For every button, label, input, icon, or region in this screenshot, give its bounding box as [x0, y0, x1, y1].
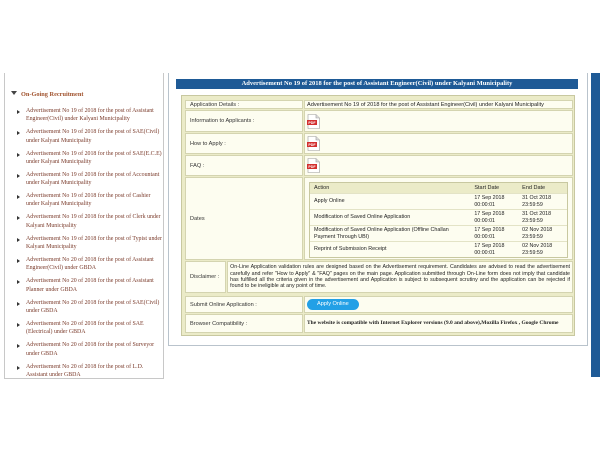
dates-table	[309, 182, 568, 258]
start-date-cell	[471, 210, 519, 225]
sidebar-link[interactable]	[17, 171, 163, 192]
submit-value	[304, 296, 573, 313]
sidebar-link-label[interactable]: Advertisement No 19 of 2018 for the post of SAE(Civil) under Kalyani Municipality	[26, 129, 160, 144]
how-to-apply-value	[304, 133, 573, 154]
sidebar-link-label[interactable]: Advertisement No 19 of 2018 for the post of Assistant Engineer(Civil) under Kalyani Municipality	[26, 108, 154, 123]
sidebar-link-label[interactable]: Advertisement No 20 of 2018 for the post of SAE(Civil) under GBDA	[26, 299, 160, 314]
start-time: 00:00:01	[474, 201, 495, 208]
right-edge-bar	[591, 73, 600, 377]
triangle-right-icon	[17, 366, 20, 370]
sidebar-link[interactable]	[17, 150, 163, 171]
end-date-text	[522, 195, 551, 207]
information-label: Information to Applicants :	[185, 110, 303, 132]
sidebar-link[interactable]	[17, 299, 163, 320]
sidebar-link-label[interactable]: Advertisement No 20 of 2018 for the post of Surveyor under GBDA	[26, 342, 155, 357]
sidebar-link[interactable]	[17, 213, 163, 234]
start-date-text	[474, 211, 504, 223]
sidebar-link[interactable]	[17, 277, 163, 298]
end-date-text	[522, 227, 552, 239]
disclaimer-label: Disclaimer :	[185, 261, 226, 293]
compatibility-value	[304, 314, 573, 333]
start-date-text	[474, 243, 504, 255]
start-date-cell	[471, 242, 519, 257]
triangle-right-icon	[17, 153, 20, 157]
sidebar-link-label[interactable]: Advertisement No 20 of 2018 for the post of L.D. Assistant under GBDA	[26, 363, 144, 378]
start-date-cell	[471, 194, 519, 209]
end-time: 23:59:59	[522, 201, 543, 208]
end-date: 31 Oct 2018	[522, 195, 552, 202]
compatibility-label: Browser Compatibility :	[185, 314, 303, 333]
end-date-text	[522, 211, 551, 223]
sidebar-link-label[interactable]: Advertisement No 19 of 2018 for the post of Accountant under Kalyani Municipality	[26, 171, 160, 187]
action-cell: Modification of Saved Online Application (Offline Challan Payment Through UBI)	[314, 227, 449, 240]
faq-value	[304, 155, 573, 176]
page-title: Advertisement No 19 of 2018 for the post of Assistant Engineer(Civil) under Kalyani Municipality	[176, 79, 578, 89]
end-date-cell	[519, 210, 567, 225]
sidebar-link-label[interactable]: Advertisement No 19 of 2018 for the post of Typist under Kalyani Municipality	[26, 235, 162, 251]
triangle-right-icon	[17, 174, 20, 178]
dates-table-header	[310, 183, 567, 193]
sidebar-link-label[interactable]: Advertisement No 19 of 2018 for the post of SAE(E.C.E) under Kalyani Municipality	[26, 150, 162, 165]
sidebar-link-label[interactable]: Advertisement No 20 of 2018 for the post of Assistant Planner under GBDA	[26, 278, 154, 293]
triangle-down-icon	[11, 91, 17, 95]
sidebar-link-label[interactable]: Advertisement No 19 of 2018 for the post of Cashier under Kalyani Municipality	[26, 193, 151, 208]
application-form	[181, 95, 575, 336]
application-details-value: Advertisement No 19 of 2018 for the post of Assistant Engineer(Civil) under Kalyani Municipality	[304, 100, 573, 109]
start-date-text	[474, 227, 504, 239]
disclaimer-text: On-Line Application validation rules are designed based on the Advertisement requirement. Candidates are advised to read the advertisement carefully and refer "How to Apply" & "FAQ" pages on the main page. Application submitted through On-Line form does not imply that candidate has fulfilled all the criteria given in the advertisement and Application is subject to subsequent scrutiny and the application can be rejected if found to be ineligible at any point of time.	[230, 264, 570, 290]
sidebar-link[interactable]	[17, 128, 163, 149]
sidebar-link[interactable]	[17, 341, 163, 362]
triangle-right-icon	[17, 280, 20, 284]
row-application-details	[185, 100, 573, 109]
sidebar-link-label[interactable]: Advertisement No 20 of 2018 for the post of SAE (Electrical) under GBDA	[26, 320, 144, 336]
start-date: 17 Sep 2018	[474, 227, 505, 234]
row-information	[185, 110, 573, 132]
table-row	[310, 225, 567, 241]
recruitment-list	[17, 107, 163, 379]
row-dates	[185, 177, 573, 260]
pdf-icon[interactable]	[307, 114, 320, 129]
end-date: 02 Nov 2018	[522, 243, 553, 250]
start-time: 00:00:01	[474, 217, 495, 224]
triangle-right-icon	[17, 259, 20, 263]
application-details-label: Application Details :	[185, 100, 303, 109]
header-end-date: End Date	[522, 184, 546, 191]
action-cell: Modification of Saved Online Application	[314, 214, 411, 221]
compatibility-text: The website is compatible with Internet Explorer versions (9.0 and above),Mozilla Firefox , Google Chrome	[307, 320, 559, 326]
triangle-right-icon	[17, 323, 20, 327]
header-action: Action	[314, 184, 330, 191]
end-date-cell	[519, 242, 567, 257]
sidebar-heading-label: On-Going Recruitment	[21, 91, 84, 98]
pdf-icon[interactable]	[307, 136, 320, 151]
end-date: 31 Oct 2018	[522, 211, 552, 218]
sidebar-heading	[11, 91, 83, 98]
start-date: 17 Sep 2018	[474, 211, 505, 218]
triangle-right-icon	[17, 238, 20, 242]
apply-online-button[interactable]: Apply Online	[307, 299, 359, 310]
sidebar-link[interactable]	[17, 256, 163, 277]
end-date-cell	[519, 226, 567, 241]
action-cell: Reprint of Submission Receipt	[314, 246, 387, 253]
dates-table-body	[310, 193, 567, 257]
sidebar-link[interactable]	[17, 363, 163, 379]
end-date-text	[522, 243, 552, 255]
triangle-right-icon	[17, 110, 20, 114]
sidebar-link-label[interactable]: Advertisement No 19 of 2018 for the post of Clerk under Kalyani Municipality	[26, 214, 161, 229]
pdf-icon-text: PDF	[308, 120, 316, 125]
triangle-right-icon	[17, 216, 20, 220]
sidebar-link[interactable]	[17, 235, 163, 256]
start-date: 17 Sep 2018	[474, 195, 505, 202]
end-time: 23:59:59	[522, 233, 543, 240]
dates-label: Dates	[185, 177, 303, 260]
information-value	[304, 110, 573, 132]
faq-label: FAQ :	[185, 155, 303, 176]
sidebar-link-label[interactable]: Advertisement No 20 of 2018 for the post of Assistant Engineer(Civil) under GBDA	[26, 257, 154, 272]
end-time: 23:59:59	[522, 217, 543, 224]
row-submit	[185, 296, 573, 313]
start-time: 00:00:01	[474, 233, 495, 240]
triangle-right-icon	[17, 344, 20, 348]
pdf-icon-text: PDF	[308, 165, 316, 169]
submit-label: Submit Online Application :	[185, 296, 303, 313]
table-row	[310, 193, 567, 209]
triangle-right-icon	[17, 302, 20, 306]
triangle-right-icon	[17, 131, 20, 135]
action-cell: Apply Online	[314, 198, 345, 205]
table-row	[310, 241, 567, 257]
how-to-apply-label: How to Apply :	[185, 133, 303, 154]
end-date: 02 Nov 2018	[522, 227, 553, 234]
sidebar-link[interactable]	[17, 320, 163, 341]
triangle-right-icon	[17, 195, 20, 199]
sidebar-link[interactable]	[17, 192, 163, 213]
table-row	[310, 209, 567, 225]
start-date: 17 Sep 2018	[474, 243, 505, 250]
end-date-cell	[519, 194, 567, 209]
sidebar	[4, 73, 164, 379]
row-disclaimer	[185, 261, 573, 293]
sidebar-link[interactable]	[17, 107, 163, 128]
dates-value	[304, 177, 573, 260]
pdf-icon[interactable]	[307, 158, 320, 173]
start-date-cell	[471, 226, 519, 241]
end-time: 23:59:59	[522, 249, 543, 256]
disclaimer-value	[227, 261, 573, 293]
start-date-text	[474, 195, 504, 207]
pdf-icon-text: PDF	[308, 143, 316, 147]
row-compatibility	[185, 314, 573, 333]
row-how-to-apply	[185, 133, 573, 154]
row-faq	[185, 155, 573, 176]
header-start-date: Start Date	[474, 184, 500, 191]
start-time: 00:00:01	[474, 249, 495, 256]
